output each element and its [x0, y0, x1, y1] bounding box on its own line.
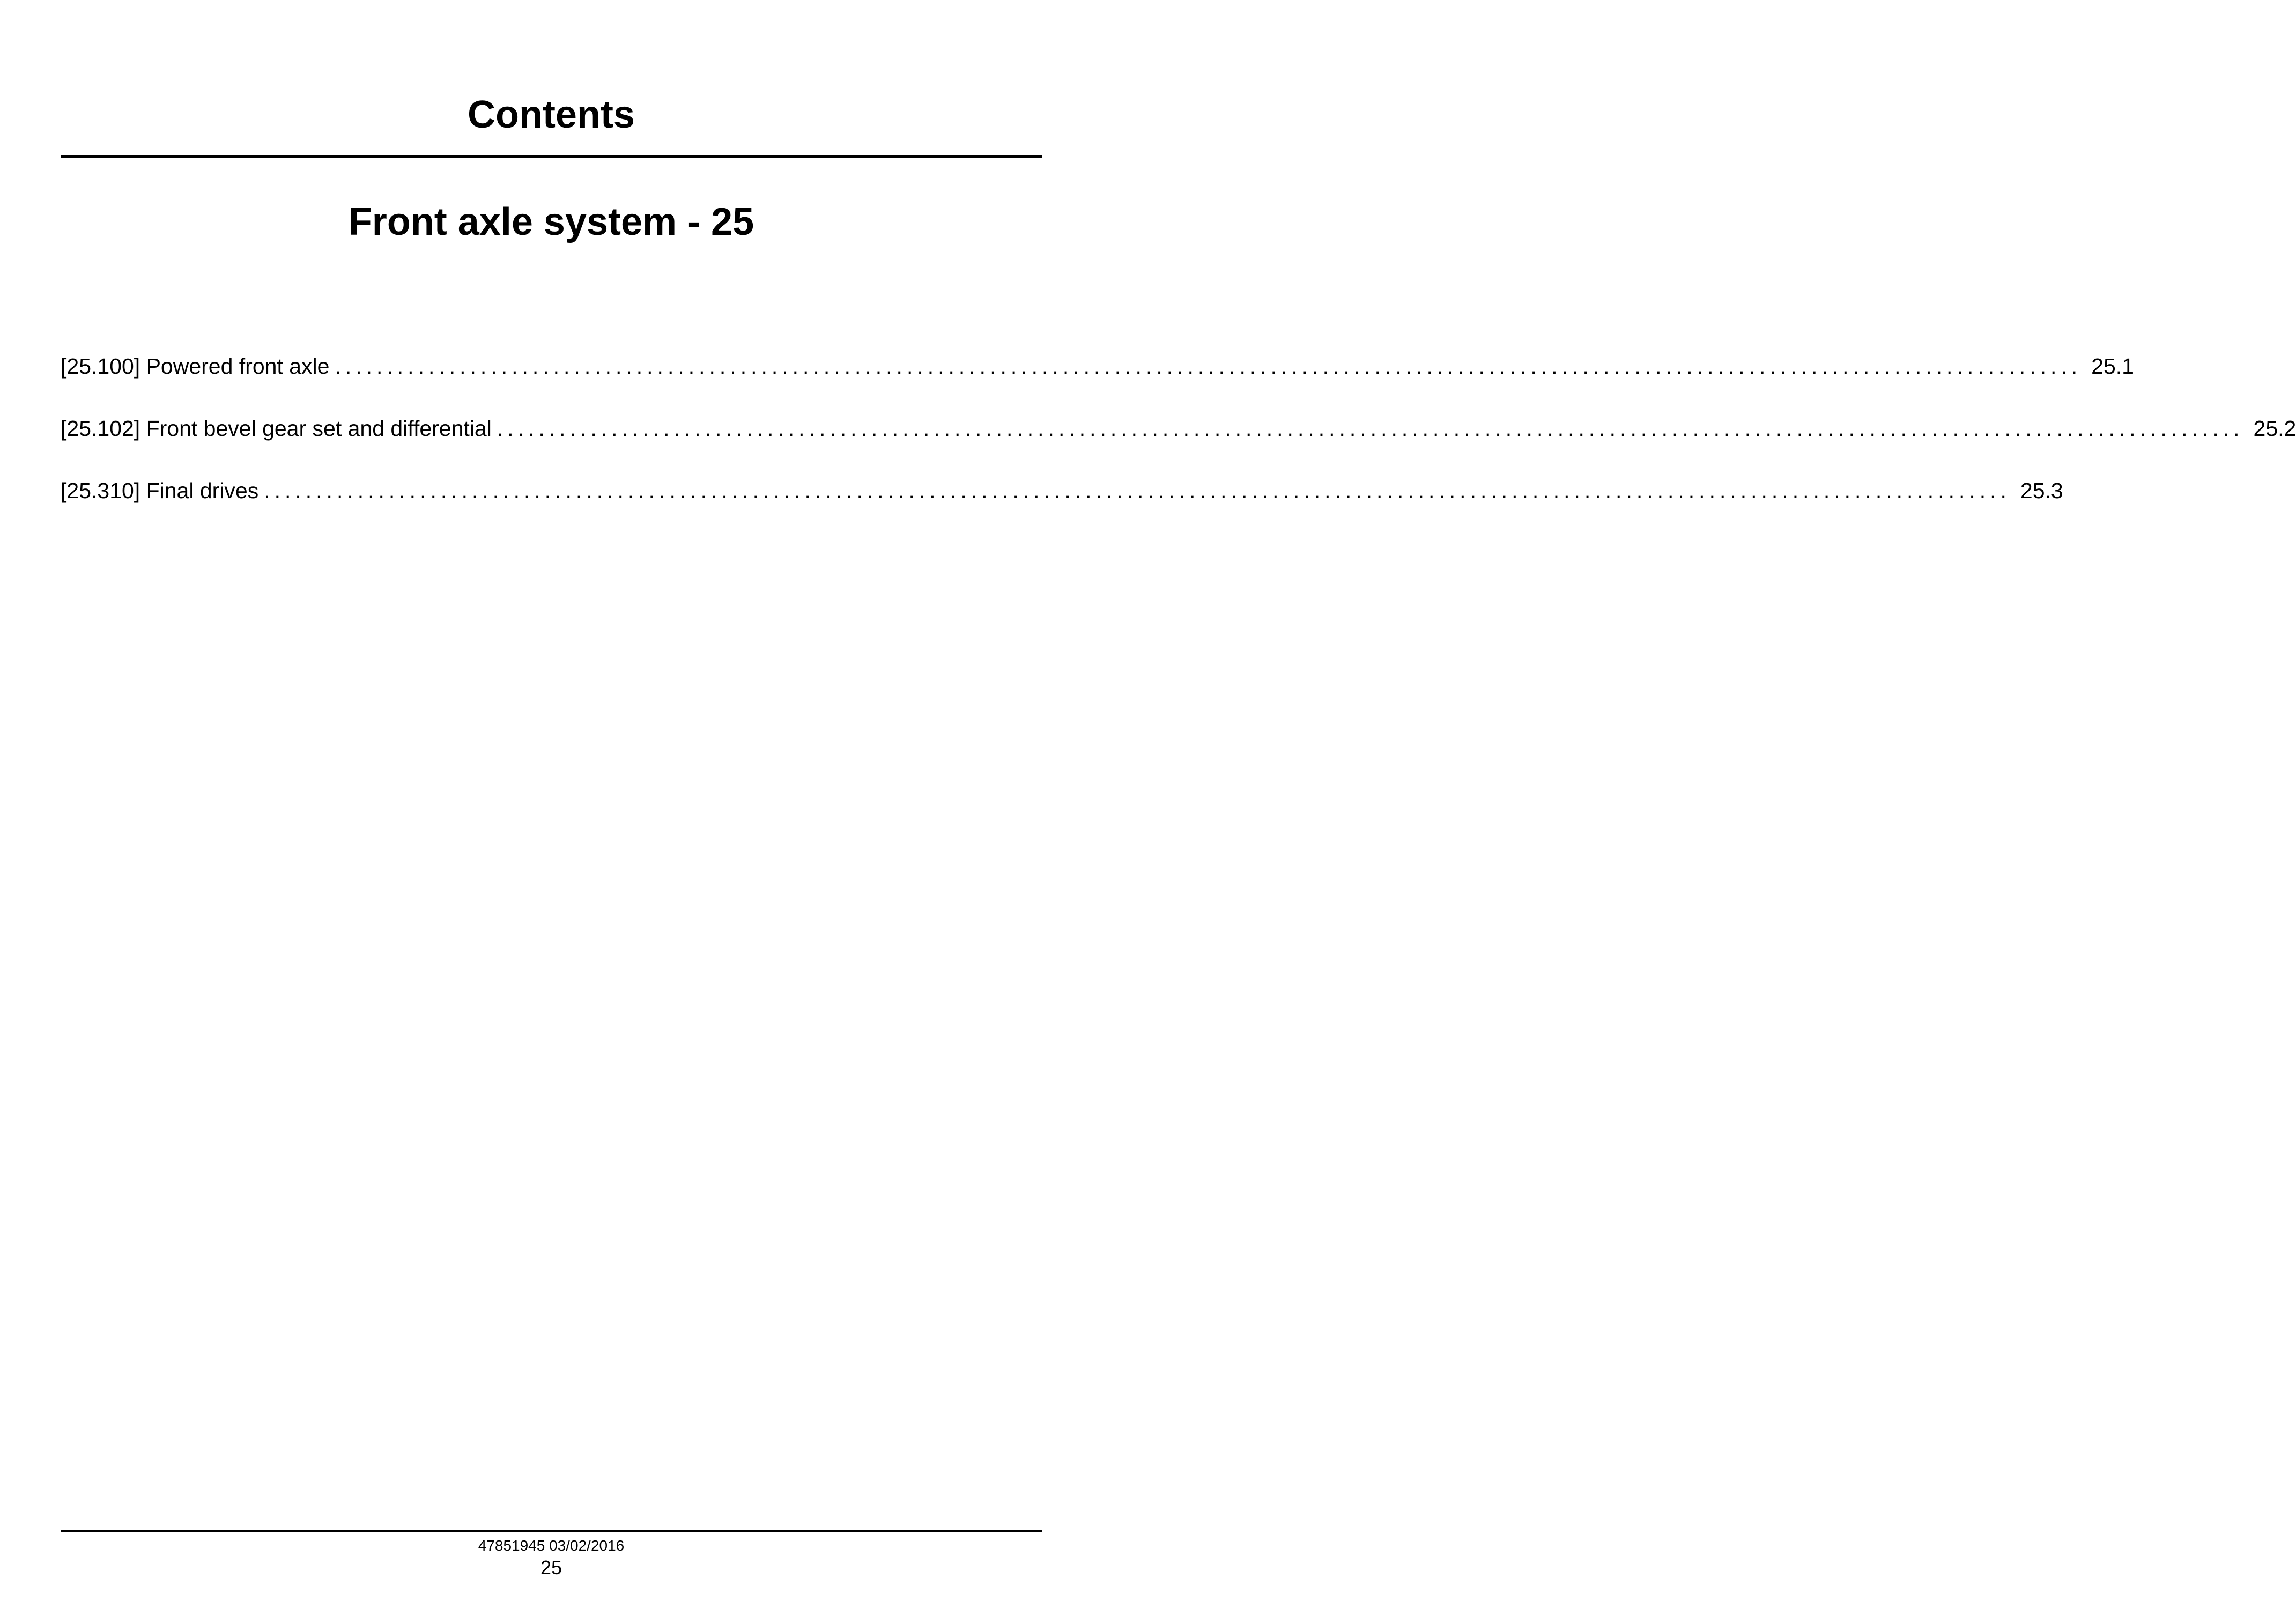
footer-page-number: 25 [540, 1557, 562, 1579]
toc-entry[interactable] [61, 351, 2134, 413]
toc-dot-leader: ........................................................................................................................................................................ [497, 416, 2244, 441]
toc-entry[interactable] [61, 413, 2296, 476]
toc-entry-page[interactable]: 25.3 [2020, 478, 2063, 503]
toc-entry-page[interactable]: 25.1 [2091, 354, 2134, 379]
table-of-contents [61, 351, 2296, 538]
page-title: Contents [468, 93, 635, 136]
footer-document-reference: 47851945 03/02/2016 [478, 1537, 625, 1554]
toc-entry-label[interactable]: [25.100] Powered front axle [61, 354, 330, 379]
toc-dot-leader: ........................................................................................................................................................................ [335, 354, 2082, 379]
page-header [61, 91, 1042, 158]
toc-entry-page[interactable]: 25.2 [2253, 416, 2296, 441]
toc-dot-leader: ........................................................................................................................................................................ [264, 478, 2011, 503]
page-footer [61, 1530, 1042, 1580]
toc-entry-label[interactable]: [25.102] Front bevel gear set and differential [61, 416, 492, 441]
toc-entry-label[interactable]: [25.310] Final drives [61, 478, 259, 503]
section-title: Front axle system - 25 [348, 201, 754, 243]
toc-entry[interactable] [61, 476, 2063, 538]
